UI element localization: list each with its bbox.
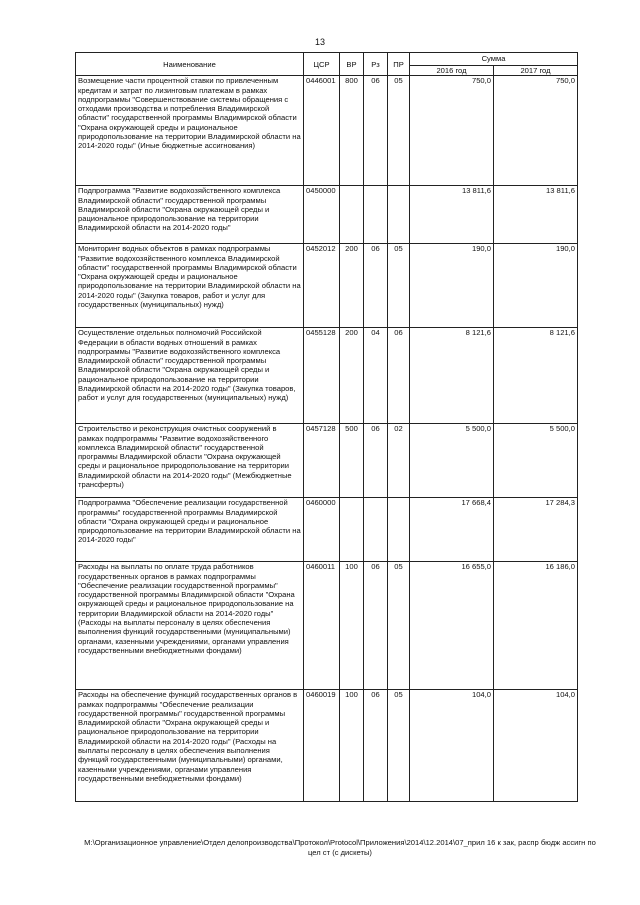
row-rz-cell: 06 bbox=[364, 244, 388, 328]
header-csr: ЦСР bbox=[304, 53, 340, 76]
row-pr-cell: 05 bbox=[388, 244, 410, 328]
row-vr-cell bbox=[340, 186, 364, 244]
row-csr-cell: 0460019 bbox=[304, 690, 340, 802]
row-name-cell: Расходы на обеспечение функций государственных органов в рамках подпрограммы "Обеспечение реализации государственной программы" государственной программы Владимирской области "Охрана окружающей среды и рациональное природопользование на территории Владимирской области на 2014-2020 годы" (Расходы на выплаты персоналу в целях обеспечения выполнения функций государственными (муниципальными) органами, казенными учреждениями, органами управления государственными внебюджетными фондами) bbox=[76, 690, 304, 802]
row-2016-cell: 5 500,0 bbox=[410, 424, 494, 498]
row-rz-cell: 06 bbox=[364, 424, 388, 498]
row-csr-cell: 0455128 bbox=[304, 328, 340, 424]
row-2017-cell: 8 121,6 bbox=[494, 328, 578, 424]
row-rz-cell bbox=[364, 498, 388, 562]
row-2017-cell: 190,0 bbox=[494, 244, 578, 328]
header-year-2017: 2017 год bbox=[494, 66, 578, 76]
row-2016-cell: 16 655,0 bbox=[410, 562, 494, 690]
table-row bbox=[76, 690, 578, 802]
header-sum: Сумма bbox=[410, 53, 578, 66]
row-vr-cell: 100 bbox=[340, 690, 364, 802]
row-vr-cell: 100 bbox=[340, 562, 364, 690]
row-pr-cell bbox=[388, 186, 410, 244]
table-row bbox=[76, 186, 578, 244]
row-csr-cell: 0460011 bbox=[304, 562, 340, 690]
row-rz-cell bbox=[364, 186, 388, 244]
row-2016-cell: 750,0 bbox=[410, 76, 494, 186]
table-row bbox=[76, 328, 578, 424]
row-rz-cell: 04 bbox=[364, 328, 388, 424]
row-pr-cell bbox=[388, 498, 410, 562]
row-2016-cell: 17 668,4 bbox=[410, 498, 494, 562]
row-2017-cell: 104,0 bbox=[494, 690, 578, 802]
row-2017-cell: 750,0 bbox=[494, 76, 578, 186]
row-rz-cell: 06 bbox=[364, 76, 388, 186]
row-2017-cell: 17 284,3 bbox=[494, 498, 578, 562]
row-vr-cell bbox=[340, 498, 364, 562]
table-row bbox=[76, 424, 578, 498]
row-2016-cell: 8 121,6 bbox=[410, 328, 494, 424]
row-2016-cell: 13 811,6 bbox=[410, 186, 494, 244]
budget-table bbox=[75, 52, 578, 802]
row-pr-cell: 06 bbox=[388, 328, 410, 424]
header-name: Наименование bbox=[76, 53, 304, 76]
row-name-cell: Расходы на выплаты по оплате труда работников государственных органов в рамках подпрограммы "Обеспечение реализации государственной программы" государственной программы Владимирской области "Охрана окружающей среды и рациональное природопользование на территории Владимирской области на 2014-2020 годы" (Расходы на выплаты персоналу в целях обеспечения выполнения функций государственными (муниципальными) органами, казенными учреждениями, органами управления государственными внебюджетными фондами) bbox=[76, 562, 304, 690]
header-rz: Рз bbox=[364, 53, 388, 76]
row-2017-cell: 5 500,0 bbox=[494, 424, 578, 498]
row-2017-cell: 16 186,0 bbox=[494, 562, 578, 690]
table-row bbox=[76, 498, 578, 562]
page-number: 13 bbox=[314, 37, 325, 47]
row-name-cell: Мониторинг водных объектов в рамках подпрограммы "Развитие водохозяйственного комплекса Владимирской области" государственной программы Владимирской области "Охрана окружающей среды и рациональное природопользование на территории Владимирской области на 2014-2020 годы" (Закупка товаров, работ и услуг для государственных (муниципальных) нужд) bbox=[76, 244, 304, 328]
row-name-cell: Подпрограмма "Обеспечение реализации государственной программы" государственной программы Владимирской области "Охрана окружающей среды и рациональное природопользование на территории Владимирской области на 2014-2020 годы" bbox=[76, 498, 304, 562]
table-body bbox=[76, 76, 578, 802]
row-2017-cell: 13 811,6 bbox=[494, 186, 578, 244]
row-csr-cell: 0446001 bbox=[304, 76, 340, 186]
row-pr-cell: 05 bbox=[388, 562, 410, 690]
document-path-footer: М:\Организационное управление\Отдел делопроизводства\Протокол\Protocol\Приложения\2014\12.2014\07_прил 16 к зак, распр бюдж ассигн по цел ст (с дискеты) bbox=[84, 838, 596, 857]
row-2016-cell: 190,0 bbox=[410, 244, 494, 328]
row-name-cell: Возмещение части процентной ставки по привлеченным кредитам и затрат по лизинговым платежам в рамках подпрограммы "Совершенствование системы обращения с отходами производства и потребления Владимирской области" государственной программы Владимирской области "Охрана окружающей среды и рациональное природопользование на территории Владимирской области на 2014-2020 годы" (Иные бюджетные ассигнования) bbox=[76, 76, 304, 186]
row-vr-cell: 500 bbox=[340, 424, 364, 498]
row-csr-cell: 0452012 bbox=[304, 244, 340, 328]
row-name-cell: Осуществление отдельных полномочий Российской Федерации в области водных отношений в рамках подпрограммы "Развитие водохозяйственного комплекса Владимирской области" государственной программы Владимирской области "Охрана окружающей среды и рациональное природопользование на территории Владимирской области на 2014-2020 годы" (Закупка товаров, работ и услуг для государственных (муниципальных) нужд) bbox=[76, 328, 304, 424]
header-row-1 bbox=[76, 53, 578, 66]
header-year-2016: 2016 год bbox=[410, 66, 494, 76]
row-vr-cell: 200 bbox=[340, 328, 364, 424]
row-csr-cell: 0460000 bbox=[304, 498, 340, 562]
row-pr-cell: 02 bbox=[388, 424, 410, 498]
table-row bbox=[76, 76, 578, 186]
row-vr-cell: 200 bbox=[340, 244, 364, 328]
header-vr: ВР bbox=[340, 53, 364, 76]
header-pr: ПР bbox=[388, 53, 410, 76]
row-rz-cell: 06 bbox=[364, 562, 388, 690]
row-csr-cell: 0450000 bbox=[304, 186, 340, 244]
row-2016-cell: 104,0 bbox=[410, 690, 494, 802]
table-row bbox=[76, 244, 578, 328]
table-row bbox=[76, 562, 578, 690]
row-pr-cell: 05 bbox=[388, 76, 410, 186]
row-name-cell: Строительство и реконструкция очистных сооружений в рамках подпрограммы "Развитие водохозяйственного комплекса Владимирской области" государственной программы Владимирской области "Охрана окружающей среды и рациональное природопользование на территории Владимирской области на 2014-2020 годы" (Межбюджетные трансферты) bbox=[76, 424, 304, 498]
row-pr-cell: 05 bbox=[388, 690, 410, 802]
row-rz-cell: 06 bbox=[364, 690, 388, 802]
row-name-cell: Подпрограмма "Развитие водохозяйственного комплекса Владимирской области" государственной программы Владимирской области "Охрана окружающей среды и рациональное природопользование на территории Владимирской области на 2014-2020 годы" bbox=[76, 186, 304, 244]
row-csr-cell: 0457128 bbox=[304, 424, 340, 498]
row-vr-cell: 800 bbox=[340, 76, 364, 186]
